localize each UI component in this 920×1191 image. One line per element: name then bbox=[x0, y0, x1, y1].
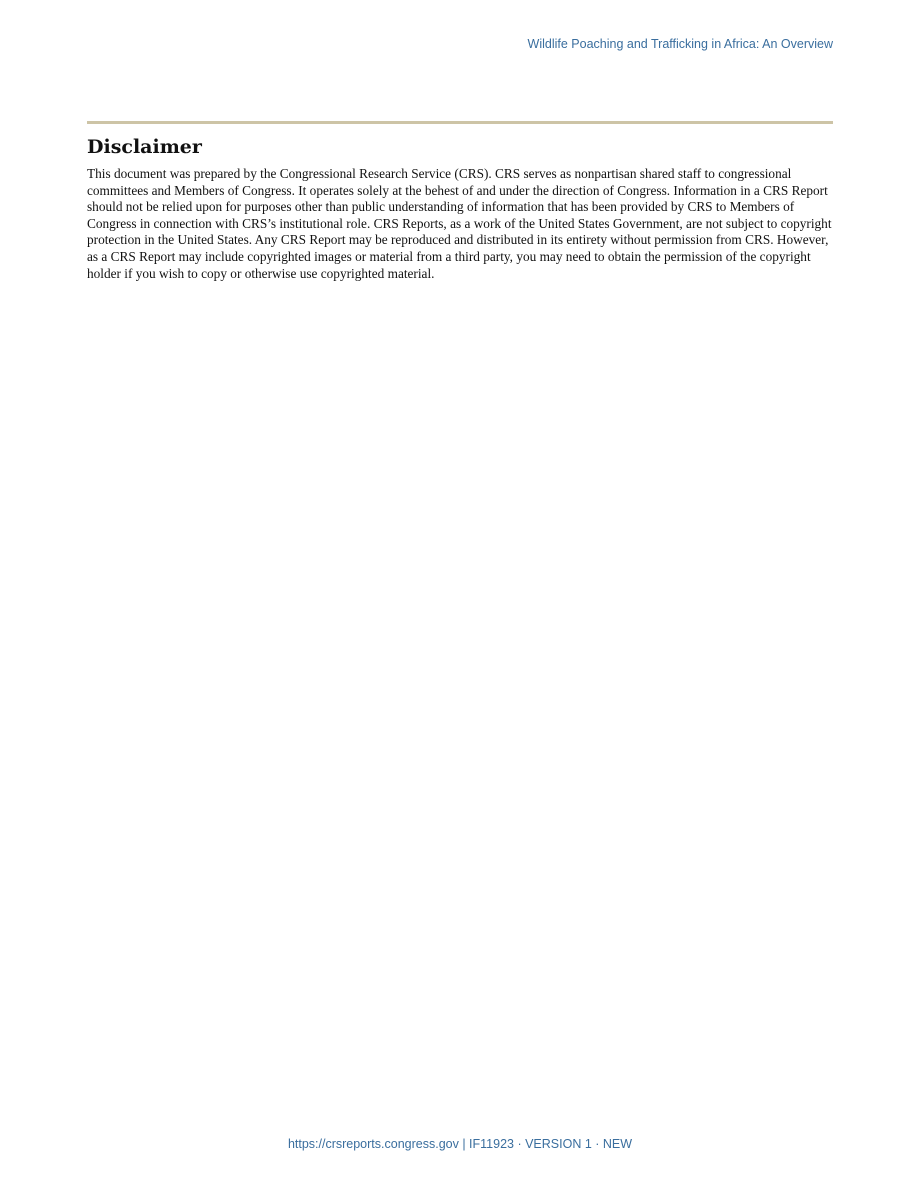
section-divider bbox=[87, 121, 833, 124]
page-footer: https://crsreports.congress.gov | IF11923 · VERSION 1 · NEW bbox=[287, 1137, 633, 1151]
disclaimer-heading: Disclaimer bbox=[87, 136, 202, 158]
disclaimer-body: This document was prepared by the Congressional Research Service (CRS). CRS serves as nonpartisan shared staff to congressional committees and Members of Congress. It operates solely at the behest of and under the direction of Congress. Information in a CRS Report should not be relied upon for purposes other than public understanding of information that has been provided by CRS to Members of Congress in connection with CRS’s institutional role. CRS Reports, as a work of the United States Government, are not subject to copyright protection in the United States. Any CRS Report may be reproduced and distributed in its entirety without permission from CRS. However, as a CRS Report may include copyrighted images or material from a third party, you may need to obtain the permission of the copyright holder if you wish to copy or otherwise use copyrighted material. bbox=[87, 166, 832, 281]
running-header-title: Wildlife Poaching and Trafficking in Africa: An Overview bbox=[527, 37, 833, 51]
